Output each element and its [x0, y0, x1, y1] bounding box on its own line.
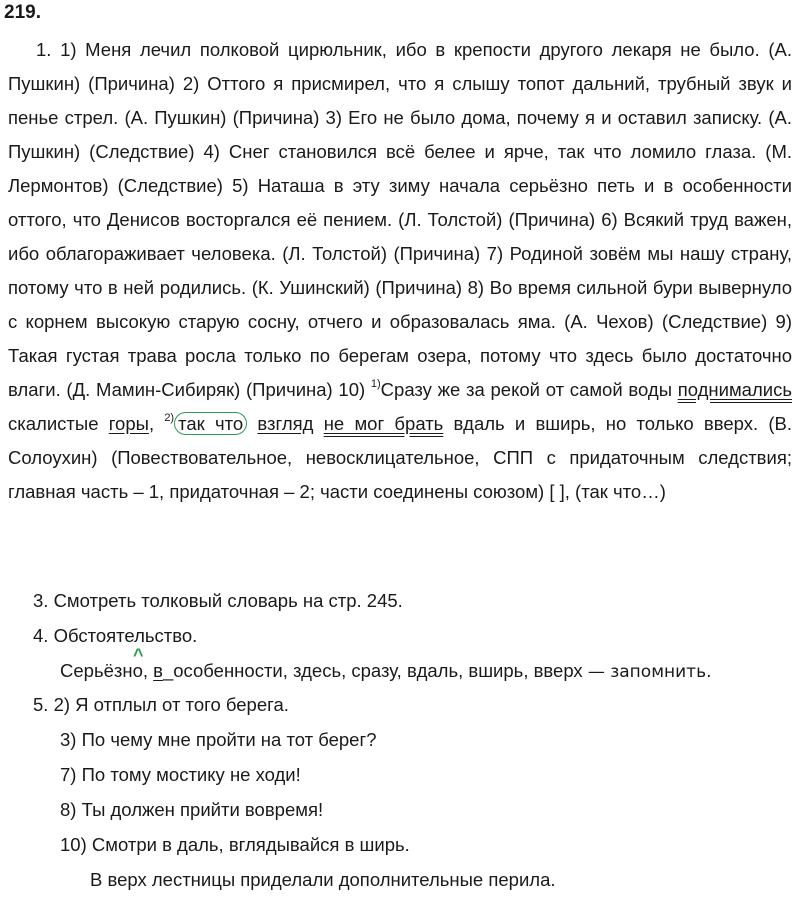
word-vdal: вдаль: [406, 660, 459, 681]
subject-2: взгляд: [257, 413, 314, 434]
item-4: 4. Обстоятельство.: [33, 625, 198, 646]
sentence-10: 10) Смотри в даль, вглядывайся в ширь.: [60, 834, 410, 855]
clause-text: вдаль и вширь, но только вверх. (В. Солоухин) (Повествовательное, невосклицательное, СПП с придаточным следствия; главная часть – 1, придаточная – 2; части соединены союзом) [ ], (так что…): [8, 413, 793, 502]
predicate-2: не мог брать: [323, 413, 444, 434]
subject-1: горы: [108, 413, 149, 434]
clause-1-marker: 1): [370, 377, 381, 390]
caret-mark: ^: [133, 645, 144, 665]
predicate-1: поднимались: [677, 379, 792, 400]
adverbs-line: Серьёзно, в_особенности, здесь, сразу, вдаль, вширь, вверх — запомнить.: [60, 660, 712, 682]
clause-2-marker: 2): [164, 411, 175, 424]
word-v: в: [153, 660, 163, 681]
sentence-extra: В верх лестницы приделали дополнительные перила.: [90, 869, 556, 890]
clause-text: скалистые: [8, 413, 109, 434]
sentence-8: 8) Ты должен прийти вовремя!: [60, 799, 324, 820]
answer-paragraph: [8, 33, 792, 509]
word-zdes: здесь: [293, 660, 342, 681]
conjunction-circled: так что: [174, 412, 247, 435]
word-vshir: вширь: [468, 660, 524, 681]
sentence-7: 7) По тому мостику не ходи!: [60, 764, 301, 785]
word-seriozno: Серьёзно: [60, 660, 143, 681]
sentence-3: 3) По чему мне пройти на тот берег?: [60, 729, 377, 750]
item-3: 3. Смотреть толковый словарь на стр. 245.: [33, 590, 403, 611]
remember-note: — запомнить.: [587, 662, 712, 682]
word-osobennosti: _особенности: [162, 660, 283, 681]
sentences-text: 1. 1) Меня лечил полковой цирюльник, ибо в крепости другого лекаря не было. (А. Пушкин) (Причина) 2) Оттого я присмирел, что я слышу топот дальний, трубный звук и пенье стрел. (А. Пушкин) (Причина) 3) Его не было дома, почему я и оставил записку. (А. Пушкин) (Следствие) 4) Снег становился всё белее и ярче, так что ломило глаза. (М. Лермонтов) (Следствие) 5) Наташа в эту зиму начала серьёзно петь и в особенности оттого, что Денисов восторгался её пением. (Л. Толстой) (Причина) 6) Всякий труд важен, ибо облагораживает человека. (Л. Толстой) (Причина) 7) Родиной зовём мы нашу страну, потому что в ней родились. (К. Ушинский) (Причина) 8) Во время сильной бури вывернуло с корнем высокую старую сосну, отчего и образовалась яма. (А. Чехов) (Следствие) 9) Такая густая трава росла только по берегам озера, потому что здесь было достаточно влаги. (Д. Мамин-Сибиряк) (Причина) 10): [8, 39, 792, 400]
clause-text: [313, 413, 323, 434]
word-vverkh: вверх: [533, 660, 583, 681]
item-5: 5. 2) Я отплыл от того берега.: [33, 694, 289, 715]
word-srazu: сразу: [351, 660, 397, 681]
clause-text: ,: [148, 413, 165, 434]
clause-text: [247, 413, 257, 434]
clause-text: Сразу же за рекой от самой воды: [380, 379, 678, 400]
exercise-number: 219.: [4, 2, 41, 23]
